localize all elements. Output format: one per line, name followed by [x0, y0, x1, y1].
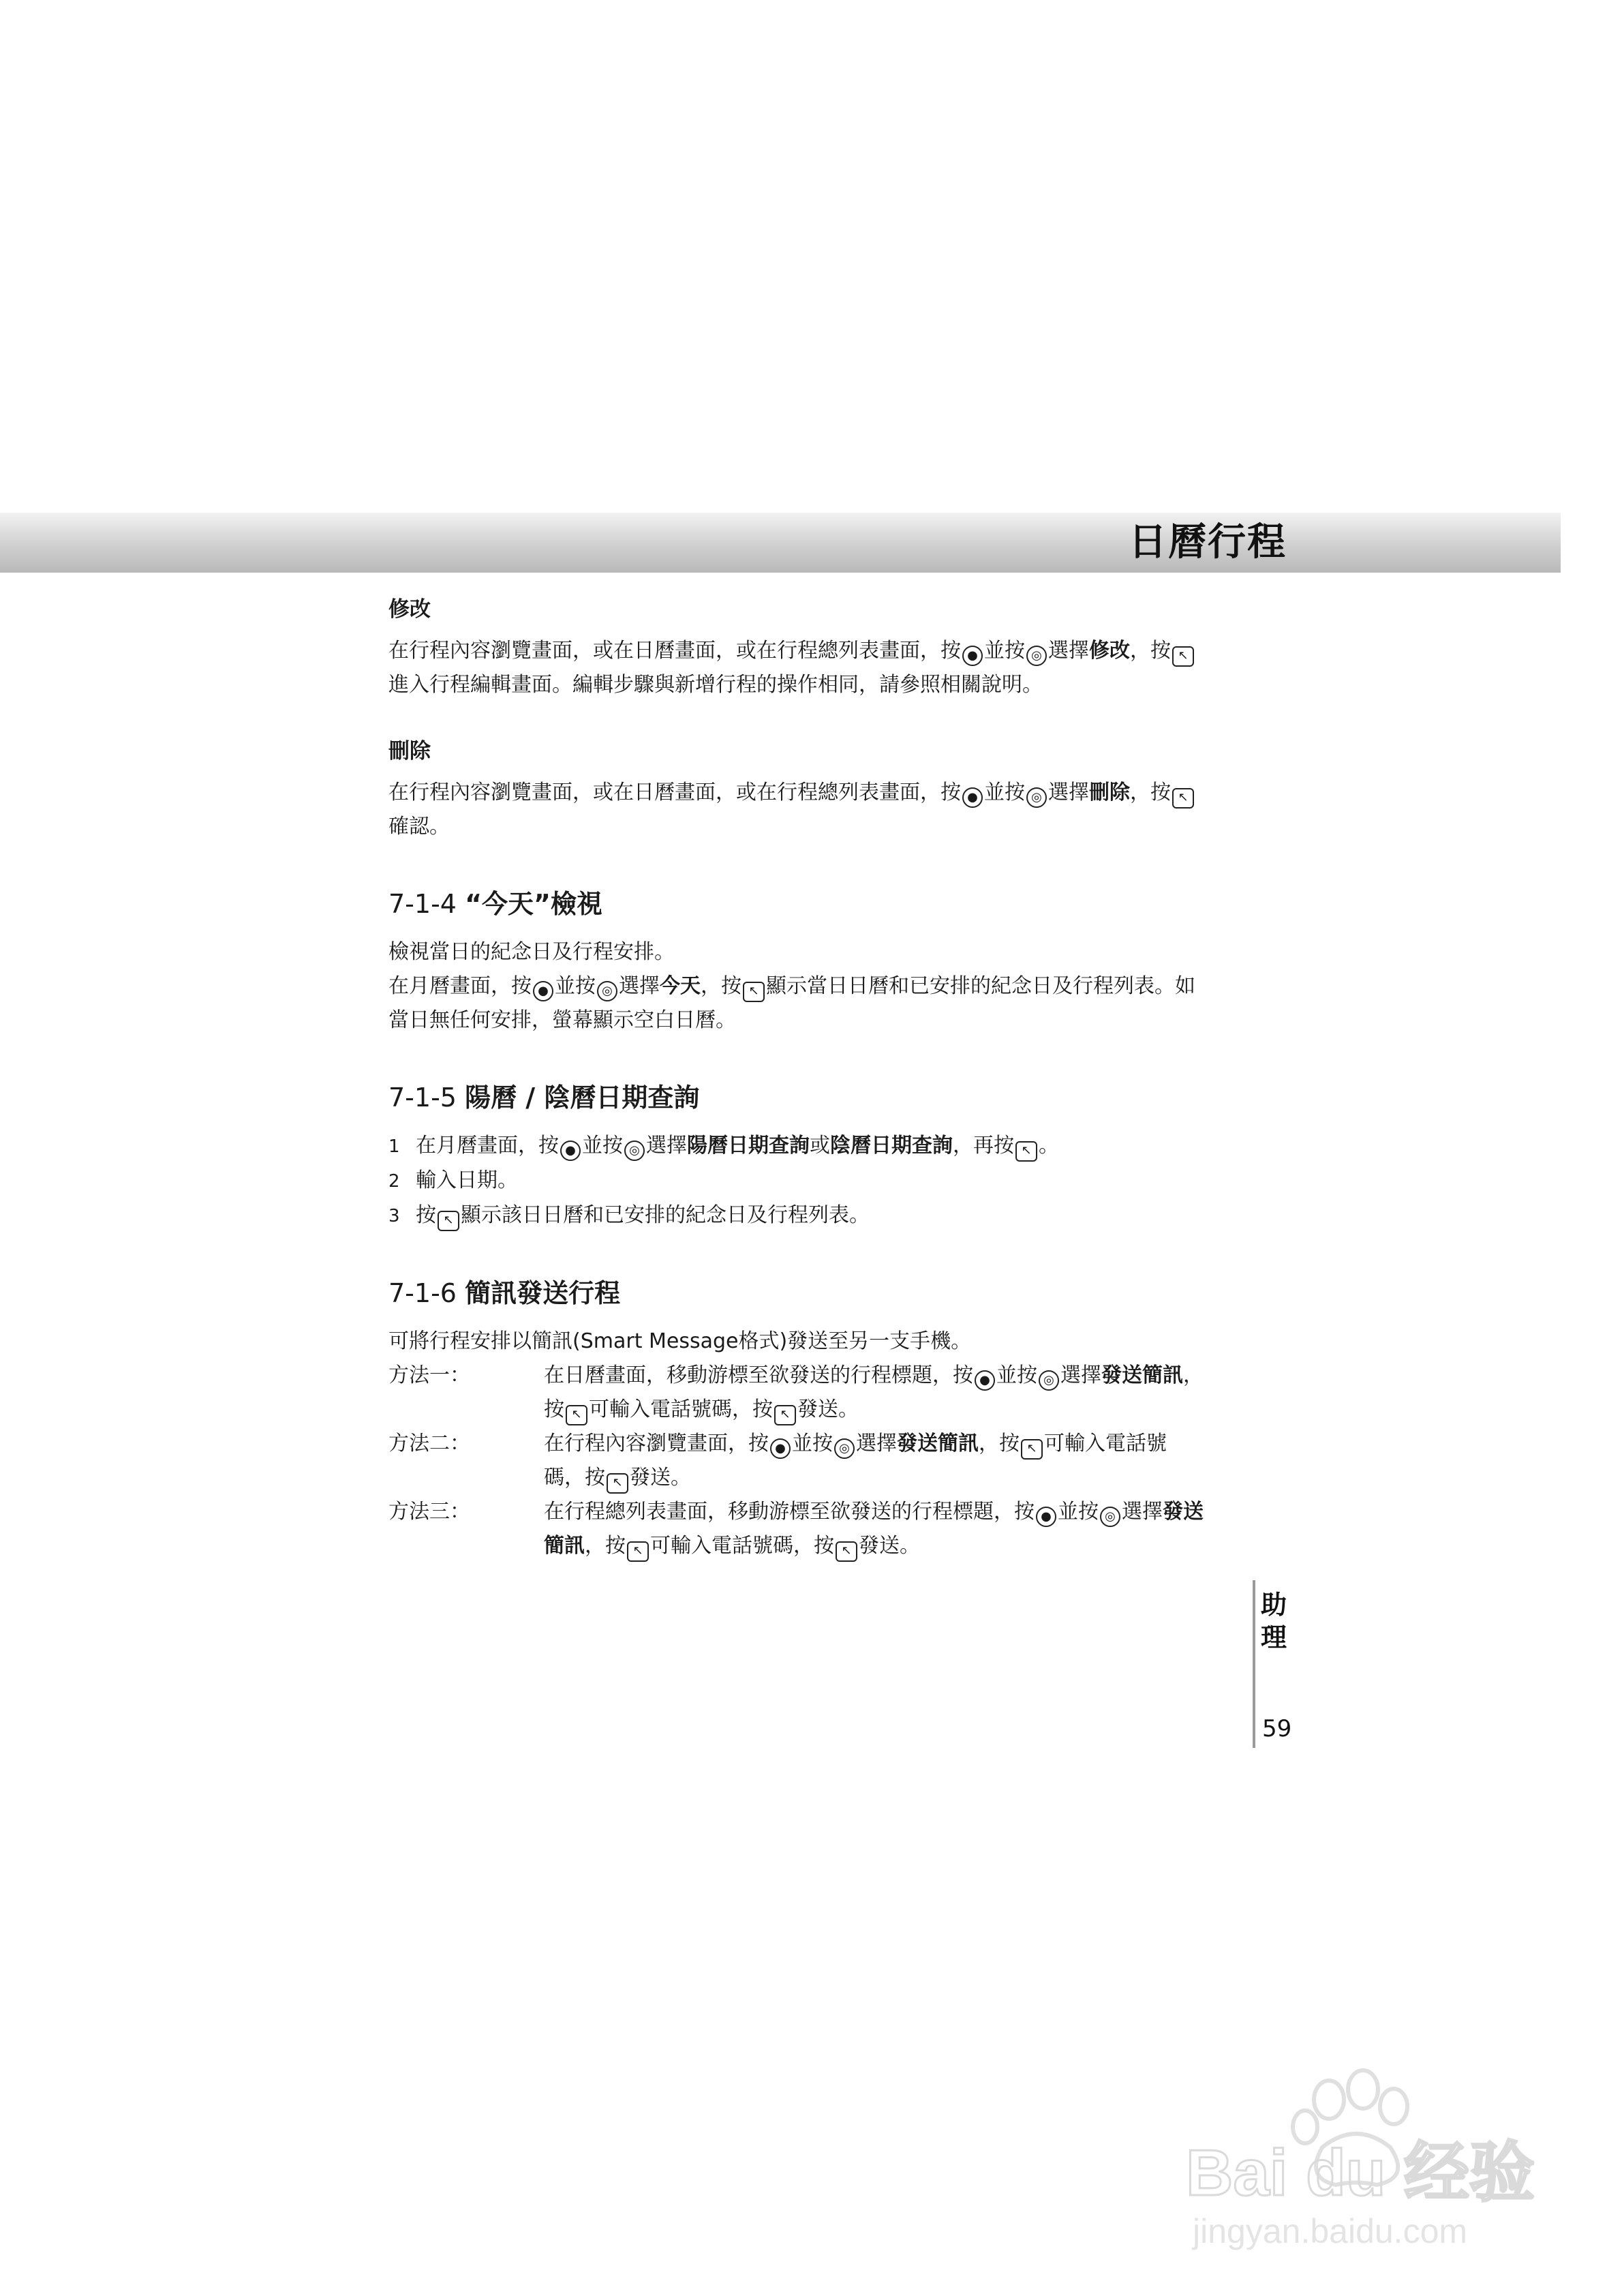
softkey-icon: ↖	[836, 1541, 857, 1562]
double-circle-icon: ◎	[1100, 1507, 1120, 1527]
softkey-icon: ↖	[438, 1211, 459, 1231]
delete-para-line1: 在行程內容瀏覽畫面，或在日曆畫面，或在行程總列表畫面，按 ● 並按 ◎ 選擇刪除，按 ↖	[388, 776, 1237, 810]
modify-title: 修改	[388, 597, 431, 622]
today-para-line2: 當日無任何安排，螢幕顯示空白日曆。	[388, 1008, 736, 1032]
list-item: 1 在月曆畫面，按 ● 並按 ◎ 選擇陽曆日期查詢或陰曆日期查詢，再按 ↖ 。	[388, 1129, 1237, 1164]
softkey-icon: ↖	[627, 1541, 649, 1562]
page-title: 日曆行程	[1129, 520, 1287, 564]
softkey-icon: ↖	[774, 1405, 796, 1425]
dot-circle-icon: ●	[770, 1438, 791, 1459]
softkey-icon: ↖	[1021, 1439, 1043, 1460]
softkey-icon: ↖	[1015, 1141, 1037, 1162]
method-two: 方法二： 在行程內容瀏覽畫面，按 ● 並按 ◎ 選擇發送簡訊，按 ↖ 可輸入電話號 碼，按 ↖ 發送。	[388, 1427, 1237, 1495]
dot-circle-icon: ●	[962, 646, 983, 666]
watermark-url: jingyan.baidu.com	[1193, 2212, 1468, 2250]
dot-circle-icon: ●	[975, 1370, 995, 1391]
double-circle-icon: ◎	[1039, 1370, 1059, 1391]
double-circle-icon: ◎	[834, 1438, 855, 1459]
today-para-line1: 在月曆畫面，按 ● 並按 ◎ 選擇今天，按 ↖ 顯示當日日曆和已安排的紀念日及行程列表。如	[388, 969, 1237, 1003]
main-content	[388, 594, 1237, 1563]
double-circle-icon: ◎	[597, 981, 617, 1001]
softkey-icon: ↖	[1172, 788, 1194, 809]
side-chapter-label: 助 理	[1261, 1590, 1287, 1652]
baidu-watermark-logo	[1159, 2059, 1540, 2263]
dot-circle-icon: ●	[533, 981, 553, 1001]
delete-para-line2: 確認。	[388, 815, 450, 839]
lunar-steps	[388, 1129, 1237, 1233]
list-item: 2 輸入日期。	[388, 1168, 518, 1192]
dot-circle-icon: ●	[1036, 1507, 1056, 1527]
double-circle-icon: ◎	[624, 1141, 645, 1161]
list-item: 3 按 ↖ 顯示該日日曆和已安排的紀念日及行程列表。	[388, 1198, 1237, 1233]
watermark-brand: Bai du 经验	[1186, 2136, 1535, 2209]
softkey-icon: ↖	[566, 1405, 587, 1425]
side-tab-bar	[1253, 1580, 1255, 1748]
softkey-icon: ↖	[607, 1473, 628, 1494]
method-one: 方法一： 在日曆畫面，移動游標至欲發送的行程標題，按 ● 並按 ◎ 選擇發送簡訊， 按 ↖ 可輸入電話號碼，按 ↖ 發送。	[388, 1359, 1237, 1427]
modify-para-line1: 在行程內容瀏覽畫面，或在日曆畫面，或在行程總列表畫面，按 ● 並按 ◎ 選擇修改，按 ↖	[388, 634, 1237, 668]
dot-circle-icon: ●	[560, 1141, 581, 1161]
section-today-title: 7-1-4 “今天”檢視	[388, 889, 603, 919]
section-lunar-title: 7-1-5 陽曆 / 陰曆日期查詢	[388, 1083, 700, 1113]
page-number: 59	[1262, 1715, 1292, 1742]
dot-circle-icon: ●	[962, 787, 983, 808]
header-band	[0, 513, 1561, 573]
sms-intro: 可將行程安排以簡訊(Smart Message格式)發送至另一支手機。	[388, 1329, 972, 1353]
modify-para-line2: 進入行程編輯畫面。編輯步驟與新增行程的操作相同，請參照相關說明。	[388, 673, 1043, 697]
today-intro: 檢視當日的紀念日及行程安排。	[388, 940, 675, 964]
double-circle-icon: ◎	[1026, 646, 1047, 666]
softkey-icon: ↖	[1172, 646, 1194, 667]
softkey-icon: ↖	[743, 982, 765, 1002]
method-three: 方法三： 在行程總列表畫面，移動游標至欲發送的行程標題，按 ● 並按 ◎ 選擇發送 簡訊，按 ↖ 可輸入電話號碼，按 ↖ 發送。	[388, 1495, 1237, 1563]
delete-title: 刪除	[388, 739, 431, 764]
section-sms-title: 7-1-6 簡訊發送行程	[388, 1278, 621, 1308]
double-circle-icon: ◎	[1026, 787, 1047, 808]
